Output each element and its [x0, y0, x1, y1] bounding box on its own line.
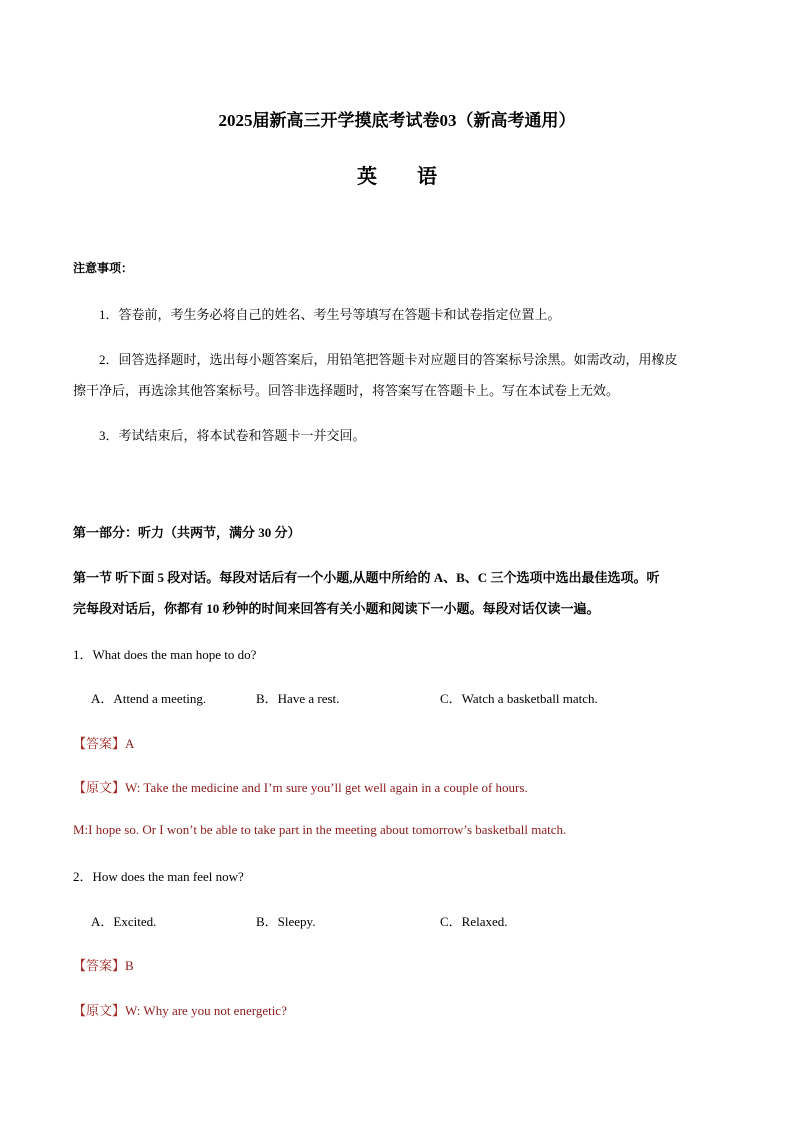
script-text: W: Why are you not energetic?: [125, 1003, 287, 1018]
question-2-option-b: B．Sleepy.: [256, 914, 316, 929]
notice-item-3: 3．考试结束后，将本试卷和答题卡一并交回。: [99, 428, 366, 443]
script-text: W: Take the medicine and I’m sure you’ll get well again in a couple of hours.: [125, 780, 528, 795]
answer-label: 【答案】: [73, 736, 126, 751]
notice-item-1: 1．答卷前，考生务必将自己的姓名、考生号等填写在答题卡和试卷指定位置上。: [99, 307, 561, 322]
question-1-option-a: A．Attend a meeting.: [91, 691, 207, 706]
question-2-stem: 2．How does the man feel now?: [73, 869, 244, 884]
notice-item-2: 2．回答选择题时，选出每小题答案后，用铅笔把答题卡对应题目的答案标号涂黑。如需改动，用橡皮: [99, 352, 678, 367]
subject-title: 英语: [357, 166, 477, 188]
exam-title: 2025届新高三开学摸底考试卷03（新高考通用）: [218, 111, 576, 130]
script-label: 【原文】: [73, 780, 126, 795]
question-2-option-c: C．Relaxed.: [440, 914, 508, 929]
answer-value: B: [125, 958, 134, 973]
script-label: 【原文】: [73, 1003, 126, 1018]
answer-value: A: [125, 736, 135, 751]
answer-label: 【答案】: [73, 958, 126, 973]
notice-heading: 注意事项：: [73, 261, 134, 275]
section1-instructions-line1: 第一节 听下面 5 段对话。每段对话后有一个小题,从题中所给的 A、B、C 三个选项中选出最佳选项。听: [73, 570, 660, 585]
question-1-option-b: B．Have a rest.: [256, 691, 340, 706]
section1-instructions-line2: 完每段对话后，你都有 10 秒钟的时间来回答有关小题和阅读下一小题。每段对话仅读一遍。: [73, 601, 600, 616]
question-2-script-line1: [73, 1000, 287, 1019]
notice-item-2-continued: 擦干净后，再选涂其他答案标号。回答非选择题时，将答案写在答题卡上。写在本试卷上无效。: [73, 383, 620, 398]
question-2-answer: [73, 955, 134, 974]
question-1-stem: 1．What does the man hope to do?: [73, 647, 257, 662]
question-1-script-line2: M:I hope so. Or I won’t be able to take part in the meeting about tomorrow’s basketball match.: [73, 822, 567, 837]
question-2-option-a: A．Excited.: [91, 914, 157, 929]
question-1-script-line1: [73, 777, 528, 796]
part1-heading: 第一部分：听力（共两节，满分 30 分）: [73, 525, 301, 540]
question-1-answer: [73, 733, 134, 752]
question-1-option-c: C．Watch a basketball match.: [440, 691, 598, 706]
